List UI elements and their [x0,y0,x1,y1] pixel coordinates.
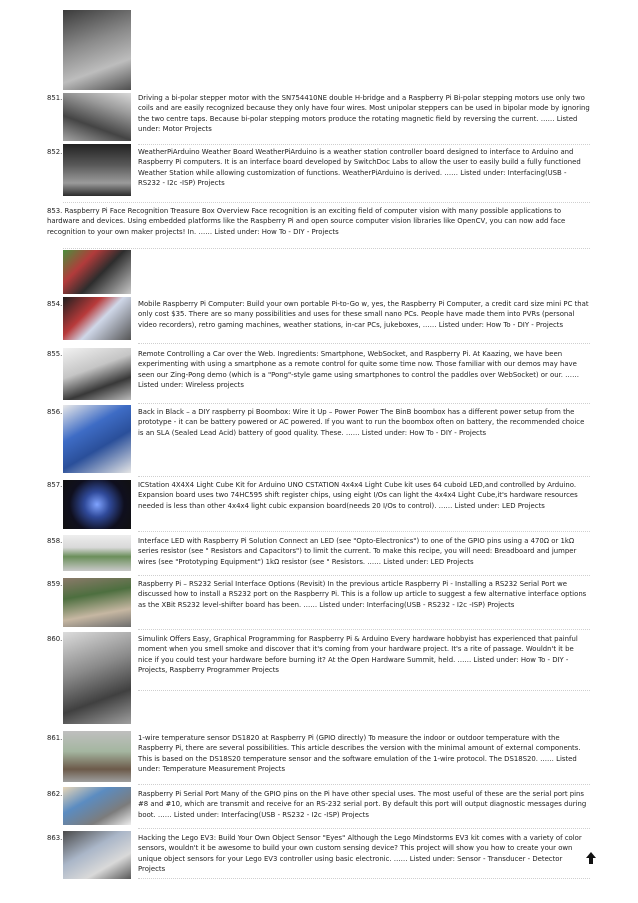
entry-text[interactable]: WeatherPiArduino Weather Board WeatherPiArduino is a weather station controller board designed to interface to Arduino and Raspberry Pi computers. It is an interface board developed by SwitchDoc Labs to allow the user to easily build a fully functioned Weather Station while allowing customization of functions. WeatherPiArduino is derived. …… Listed under: Interfacing(USB - RS232 - I2c -ISP) Projects [138,148,581,188]
project-image-853[interactable] [63,250,131,294]
entry-text[interactable]: ICStation 4X4X4 Light Cube Kit for Arduino UNO CSTATION 4x4x4 Light Cube kit uses 64 cuboid LED,and controlled by Arduino. Expansion board uses two 74HC595 shift register chips, using eight I/Os can light the 4x4x4 Light Cube,it's hardware resources needed is less than other 4x4x4 light cubic expansion board(needs 20 I/Os to control). …… Listed under: LED Projects [138,481,578,510]
entry-number: 860. [47,635,63,643]
entry-text[interactable]: Hacking the Lego EV3: Build Your Own Object Sensor "Eyes" Although the Lego Mindstorms EV3 kit comes with a variety of color sensors, wouldn't it be awesome to build your own custom sensing device? This project will show you how to create your own unique object sensors for your Lego EV3 controller using basic electronic. …… Listed under: Sensor - Transducer - Detector Projects [138,834,582,874]
entry-text[interactable]: 1-wire temperature sensor DS1820 at Raspberry Pi (GPIO directly) To measure the indoor or outdoor temperature with the Raspberry Pi, there are several possibilities. This article describes the version with the minimal amount of external components. This is based on the DS18S20 temperature sensor and the software emulation of the 1-wire protocol. The DS18S20. …… Listed under: Temperature Measurement Projects [138,734,581,774]
entry-text[interactable]: Raspberry Pi Serial Port Many of the GPIO pins on the Pi have other special uses. The most useful of these are the serial port pins #8 and #10, which are transmit and receive for an RS-232 serial port. By default this port will output diagnostic messages during boot. …… Listed under: Interfacing(USB - RS232 - I2c -ISP) Projects [138,790,587,819]
entry-number: 857. [47,481,63,489]
entry-number: 854. [47,300,63,308]
entry-text[interactable]: Raspberry Pi Face Recognition Treasure Box Overview Face recognition is an exciting field of computer vision with many possible applications to hardware and devices. Using embedded platforms like the Raspberry Pi and open source computer vision libraries like OpenCV, you can now add face recognition to your own maker projects! In. …… Listed under: How To - DIY - Projects [47,207,566,236]
entry-number: 853. [47,207,63,215]
project-image-861[interactable] [63,731,131,782]
project-image-851[interactable] [63,93,131,141]
entry-divider [138,690,590,691]
entry-divider [138,629,590,630]
project-image-856[interactable] [63,405,131,473]
project-image-857[interactable] [63,480,131,529]
project-image-855[interactable] [63,348,131,400]
entry-text[interactable]: Raspberry Pi – RS232 Serial Interface Options (Revisit) In the previous article Raspberry Pi - Installing a RS232 Serial Port we discussed how to install a RS232 port on the Raspberry Pi. This is a follow up article to suggest a few alternative interface options as the XBit RS232 level-shifter board has been. …… Listed under: Interfacing(USB - RS232 - I2c -ISP) Projects [138,580,587,609]
entry-number: 851. [47,94,63,102]
entry-text[interactable]: Back in Black – a DIY raspberry pi Boombox: Wire it Up – Power Power The BinB boombox has a different power setup from the prototype - it can be battery powered or AC powered. If you want to run the boombox often on battery, the recommended choice is an SLA (Sealed Lead Acid) battery of good quality. These. …… Listed under: How To - DIY - Projects [138,408,585,437]
entry-number: 852. [47,148,63,156]
entry-text[interactable]: Driving a bi-polar stepper motor with the SN754410NE double H-bridge and a Raspberry Pi Bi-polar stepping motors use only two coils and are easily recognized because they only have four wires. Most unipolar steppers can be used in bipolar mode by ignoring the two centre taps. Because bi-polar stepping motors produce the rotating magnetic field by reversing the current. …… Listed under: Motor Projects [138,94,590,134]
arrow-up-icon[interactable] [586,852,596,864]
entry-divider [63,248,590,249]
entry-divider [138,878,590,879]
entry-number: 858. [47,537,63,545]
entry-divider [138,531,590,532]
entry-number: 863. [47,834,63,842]
project-image-top[interactable] [63,10,131,90]
entry-divider [138,828,590,829]
project-image-854[interactable] [63,297,131,340]
entry-divider [138,476,590,477]
entry-number: 861. [47,734,63,742]
entry-text[interactable]: Simulink Offers Easy, Graphical Programming for Raspberry Pi & Arduino Every hardware hobbyist has experienced that painful moment when you smell smoke and discover that it's coming from your hardware project. It's a rite of passage. Wouldn't it be nice if you could test your hardware before burning it? At the Open Hardware Summit, held. …… Listed under: How To - DIY - Projects, Raspberry Programmer Projects [138,635,578,675]
entry-text[interactable]: Interface LED with Raspberry Pi Solution Connect an LED (see "Opto-Electronics") to one of the GPIO pins using a 470Ω or 1kΩ series resistor (see " Resistors and Capacitors") to limit the current. To make this recipe, you will need: Breadboard and jumper wires (see "Prototyping Equipment") 1kΩ resistor (see " Resistors. …… Listed under: LED Projects [138,537,577,566]
entry-divider [138,144,590,145]
entry-text-with-number[interactable] [47,206,590,237]
entry-number: 856. [47,408,63,416]
entry-divider [138,343,590,344]
entry-text[interactable]: Mobile Raspberry Pi Computer: Build your own portable Pi-to-Go w, yes, the Raspberry Pi Computer, a credit card size mini PC that only cost $35. There are so many possibilities and uses for these small nano PCs. People have made them into PVRs (personal video recorders), retro gaming machines, weather stations, in-car PCs, jukeboxes, …… Listed under: How To - DIY - Projects [138,300,589,329]
entry-number: 859. [47,580,63,588]
entry-divider [138,784,590,785]
project-image-858[interactable] [63,535,131,571]
project-image-863[interactable] [63,831,131,879]
entry-number: 862. [47,790,63,798]
project-image-860[interactable] [63,632,131,724]
entry-divider [63,202,590,203]
project-image-852[interactable] [63,144,131,196]
entry-number: 855. [47,350,63,358]
project-image-859[interactable] [63,578,131,627]
entry-text[interactable]: Remote Controlling a Car over the Web. Ingredients: Smartphone, WebSocket, and Raspberry Pi. At Kaazing, we have been experimenting with using a smartphone as a remote control for quite some time now. Those familiar with our demos may have seen our Zing-Pong demo (which is a "Pong"-style game using smartphones to control the paddles over WebSocket) or our. …… Listed under: Wireless projects [138,350,579,390]
entry-divider [138,403,590,404]
project-image-862[interactable] [63,787,131,825]
entry-divider [138,575,590,576]
